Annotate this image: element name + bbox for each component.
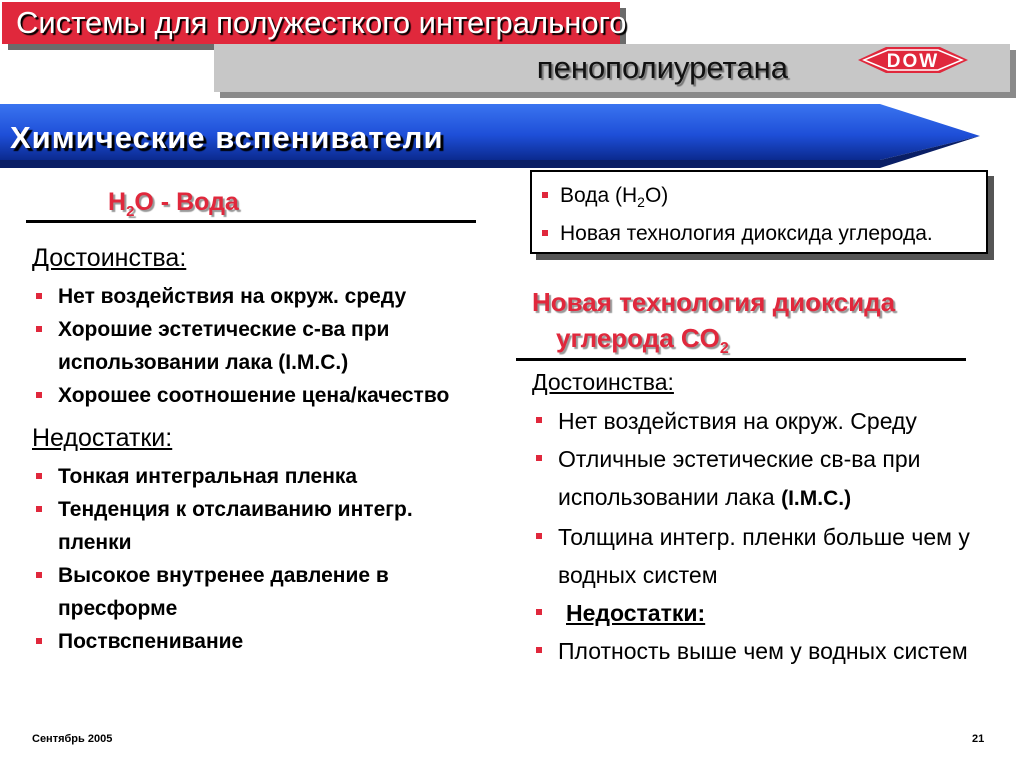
list-item: Новая технология диоксида углерода. — [540, 218, 933, 250]
right-advantages-title: Достоинства: — [532, 369, 674, 395]
left-disadvantages-list — [32, 460, 472, 658]
dow-logo-text: DOW — [886, 51, 940, 72]
bullet-icon — [542, 192, 548, 198]
bullet-icon — [36, 293, 42, 299]
summary-list — [540, 180, 933, 250]
bullet-icon — [36, 473, 42, 479]
list-item: Плотность выше чем у водных систем — [532, 632, 972, 670]
bullet-icon — [36, 506, 42, 512]
bullet-icon — [36, 572, 42, 578]
co2-title — [532, 284, 895, 367]
divider — [26, 220, 476, 223]
bullet-icon — [36, 638, 42, 644]
list-item: Хорошее соотношение цена/качество — [32, 379, 502, 412]
bullet-icon — [536, 533, 542, 539]
bullet-icon — [536, 417, 542, 423]
water-title: $H_2O$ - Вода — [108, 188, 239, 220]
page-number: 21 — [972, 733, 985, 745]
bullet-icon — [36, 326, 42, 332]
left-disadvantages-title: Недостатки: — [32, 424, 173, 452]
left-advantages-list — [32, 280, 502, 412]
footer-date: Сентябрь 2005 — [32, 733, 113, 745]
bullet-icon — [536, 609, 542, 615]
list-item: Тенденция к отслаиванию интегр. пленки — [32, 493, 472, 559]
left-advantages-title: Достоинства: — [32, 244, 187, 272]
slide-title-line2: пенополиуретана — [536, 50, 788, 85]
list-item: Недостатки: — [532, 594, 972, 632]
list-item: Отличные эстетические св-ва при использовании лака (I.M.C.) — [532, 440, 972, 518]
list-item: Нет воздействия на окруж. Среду — [532, 402, 972, 440]
list-item: Вода $(H_2O)$ — [540, 180, 933, 218]
list-item: Тонкая интегральная пленка — [32, 460, 472, 493]
dow-logo — [858, 46, 968, 74]
bullet-icon — [542, 230, 548, 236]
section-heading: Химические вспениватели — [10, 120, 444, 155]
bullet-icon — [536, 455, 542, 461]
list-item: Толщина интегр. пленки больше чем у водных систем — [532, 518, 972, 594]
list-item: Хорошие эстетические с-ва при использовании лака (I.M.C.) — [32, 313, 502, 379]
bullet-icon — [36, 392, 42, 398]
divider — [516, 358, 966, 361]
co2-title-line2: углерода $CO_2$ — [556, 323, 729, 358]
list-item: Поствспенивание — [32, 625, 472, 658]
slide-title-line1: Системы для полужесткого интегрального — [2, 2, 620, 44]
list-item: Высокое внутренее давление в пресформе — [32, 559, 472, 625]
co2-title-line1: Новая технология диоксида — [532, 287, 896, 317]
right-advantages-list — [532, 402, 972, 670]
bullet-icon — [536, 647, 542, 653]
list-item: Нет воздействия на окруж. среду — [32, 280, 502, 313]
